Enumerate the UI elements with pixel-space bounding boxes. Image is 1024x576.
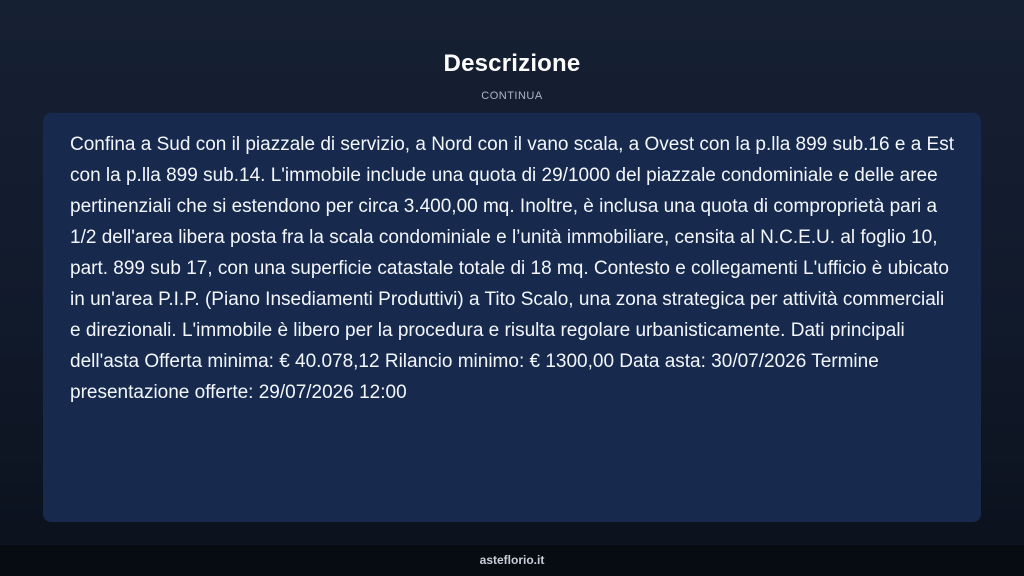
description-card [43,113,981,522]
footer-bar [0,544,1024,576]
site-name: asteflorio.it [479,553,545,567]
continue-label: CONTINUA [481,90,543,102]
page-title: Descrizione [443,50,581,77]
description-text: Confina a Sud con il piazzale di servizio, a Nord con il vano scala, a Ovest con la p.lla 899 sub.16 e a Est con la p.lla 899 sub.14. L'immobile include una quota di 29/1000 del piazzale condominiale e delle aree pertinenziali che si estendono per circa 3.400,00 mq. Inoltre, è inclusa una quota di comproprietà pari a 1/2 dell'area libera posta fra la scala condominiale e l’unità immobiliare, censita al N.C.E.U. al foglio 10, part. 899 sub 17, con una superficie catastale totale di 18 mq. Contesto e collegamenti L'ufficio è ubicato in un'area P.I.P. (Piano Insediamenti Produttivi) a Tito Scalo, una zona strategica per attività commerciali e direzionali. L'immobile è libero per la procedura e risulta regolare urbanisticamente. Dati principali dell'asta Offerta minima: € 40.078,12 Rilancio minimo: € 1300,00 Data asta: 30/07/2026 Termine presentazione offerte: 29/07/2026 12:00 [70,134,954,403]
